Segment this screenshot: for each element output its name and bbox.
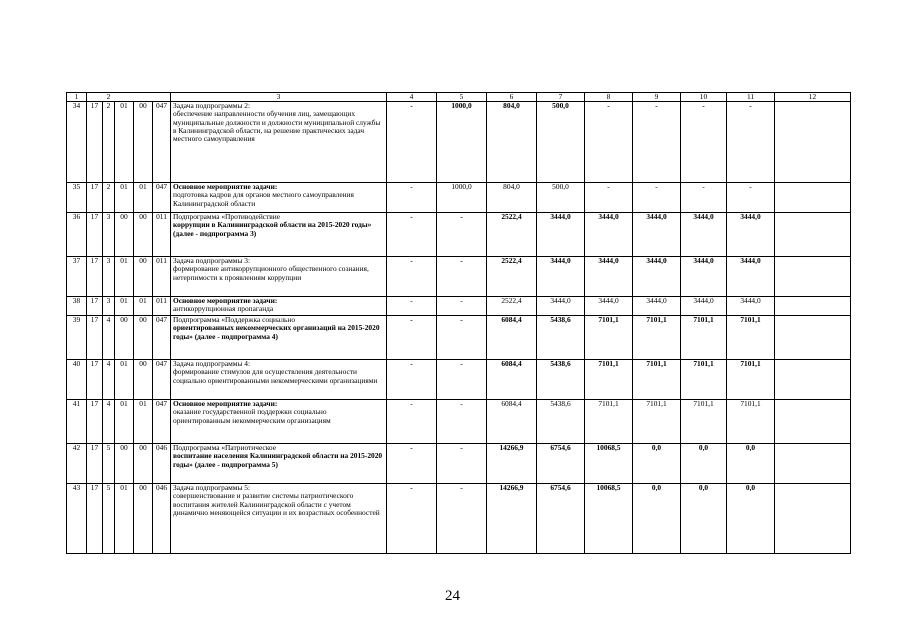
table-row [67,183,851,213]
code-cell: 01 [115,484,134,554]
code-cell: 00 [115,444,134,484]
value-cell: - [387,183,437,213]
value-cell: - [681,102,727,183]
code-cell: 01 [115,400,134,444]
header-cell: 2 [103,93,115,102]
row-number-cell: 42 [67,444,87,484]
value-cell: 3444,0 [585,257,633,297]
value-cell: 7101,1 [585,316,633,360]
name-cell [171,102,387,183]
value-cell: 3444,0 [727,257,775,297]
value-cell: 2522,4 [487,257,537,297]
code-cell: 00 [134,360,153,400]
code-cell: 00 [134,316,153,360]
table-row [67,102,851,183]
value-cell: - [437,297,487,316]
item-description: коррупции в Калининградской области на 2015-2020 годы» (далее - подпрограмма 3) [173,220,372,238]
value-cell: 0,0 [727,484,775,554]
header-cell [115,93,134,102]
value-cell [775,444,851,484]
name-cell [171,213,387,257]
value-cell: 3444,0 [681,213,727,257]
value-cell: - [387,360,437,400]
value-cell: 3444,0 [537,297,585,316]
value-cell: - [437,360,487,400]
value-cell: - [437,400,487,444]
value-cell [775,102,851,183]
value-cell: 14266,9 [487,444,537,484]
name-cell [171,257,387,297]
row-number-cell: 38 [67,297,87,316]
name-cell [171,316,387,360]
value-cell: 3444,0 [537,213,585,257]
header-cell: 8 [585,93,633,102]
value-cell: 7101,1 [727,360,775,400]
code-cell: 046 [153,484,171,554]
header-cell: 10 [681,93,727,102]
header-cell: 6 [487,93,537,102]
value-cell [775,183,851,213]
value-cell: - [727,102,775,183]
value-cell: - [681,183,727,213]
code-cell: 01 [115,360,134,400]
code-cell: 047 [153,183,171,213]
value-cell: 804,0 [487,183,537,213]
item-title: Подпрограмма «Поддержка социально [173,315,296,324]
value-cell: 6084,4 [487,316,537,360]
value-cell: - [437,444,487,484]
value-cell: 2522,4 [487,297,537,316]
value-cell: 500,0 [537,183,585,213]
code-cell: 047 [153,360,171,400]
header-cell: 4 [387,93,437,102]
row-number-cell: 37 [67,257,87,297]
name-cell [171,183,387,213]
item-title: Основное мероприятие задачи: [173,182,278,191]
item-description: воспитание населения Калининградской области на 2015-2020 годы» (далее - подпрограмма 5) [173,451,383,469]
value-cell: 7101,1 [681,316,727,360]
value-cell: 3444,0 [681,257,727,297]
value-cell: - [387,484,437,554]
value-cell: 5438,6 [537,360,585,400]
value-cell: 3444,0 [633,213,681,257]
value-cell: 3444,0 [727,213,775,257]
header-cell [134,93,153,102]
table-row [67,444,851,484]
page-number: 24 [445,588,460,604]
value-cell: 3444,0 [681,297,727,316]
item-description: подготовка кадров для органов местного самоуправления Калининградской области [173,190,354,208]
value-cell: - [437,213,487,257]
code-cell: 01 [115,257,134,297]
name-cell [171,360,387,400]
code-cell: 00 [115,213,134,257]
value-cell: 3444,0 [633,297,681,316]
value-cell: 7101,1 [727,400,775,444]
value-cell: 5438,6 [537,400,585,444]
value-cell [775,484,851,554]
value-cell: - [387,444,437,484]
item-description: совершенствование и развитие системы патриотического воспитания жителей Калининградской области с учетом динамично меняющейся ситуации и их возрастных особенностей [173,491,380,517]
value-cell: 6084,4 [487,400,537,444]
code-cell: 011 [153,213,171,257]
table-row [67,297,851,316]
item-title: Задача подпрограммы 4: [173,359,251,368]
code-cell: 5 [103,484,115,554]
code-cell: 4 [103,360,115,400]
table-row [67,213,851,257]
row-number-cell: 40 [67,360,87,400]
value-cell [775,257,851,297]
code-cell: 011 [153,257,171,297]
row-number-cell: 35 [67,183,87,213]
value-cell: 3444,0 [585,213,633,257]
code-cell: 17 [87,484,103,554]
value-cell: 10068,5 [585,444,633,484]
code-cell: 00 [134,257,153,297]
code-cell: 047 [153,400,171,444]
value-cell: 7101,1 [585,400,633,444]
value-cell: - [585,183,633,213]
value-cell: 3444,0 [633,257,681,297]
table-row [67,316,851,360]
code-cell: 4 [103,400,115,444]
header-cell: 5 [437,93,487,102]
value-cell: 500,0 [537,102,585,183]
value-cell: - [387,257,437,297]
name-cell [171,297,387,316]
header-cell: 7 [537,93,585,102]
header-cell: 11 [727,93,775,102]
name-cell [171,484,387,554]
header-cell: 1 [67,93,87,102]
value-cell [775,297,851,316]
code-cell: 01 [134,183,153,213]
row-number-cell: 41 [67,400,87,444]
code-cell: 011 [153,297,171,316]
code-cell: 17 [87,213,103,257]
value-cell: 7101,1 [633,400,681,444]
code-cell: 01 [134,400,153,444]
name-cell [171,400,387,444]
value-cell: - [633,183,681,213]
value-cell: - [437,484,487,554]
item-description: обеспечение направленности обучения лиц, замещающих муниципальные должности и должности муниципальной службы в Калининградской области, на решение практических задач местного самоуправления [173,109,381,144]
table-row [67,257,851,297]
value-cell [775,360,851,400]
code-cell: 00 [134,444,153,484]
item-description: ориентированных некоммерческих организаций на 2015-2020 годы» (далее - подпрограмма 4) [173,323,380,341]
table-row [67,484,851,554]
code-cell: 17 [87,297,103,316]
value-cell [775,316,851,360]
table-row [67,360,851,400]
value-cell: 6754,6 [537,484,585,554]
item-title: Задача подпрограммы 3: [173,256,251,265]
code-cell: 00 [134,213,153,257]
header-cell: 12 [775,93,851,102]
item-title: Подпрограмма «Противодействие [173,212,281,221]
value-cell: 7101,1 [633,360,681,400]
column-number-header [67,93,851,102]
header-cell: 3 [171,93,387,102]
code-cell: 01 [134,297,153,316]
value-cell: 7101,1 [681,400,727,444]
row-number-cell: 39 [67,316,87,360]
program-table [66,92,851,554]
table-row [67,400,851,444]
value-cell: 10068,5 [585,484,633,554]
value-cell: 0,0 [633,484,681,554]
code-cell: 4 [103,316,115,360]
code-cell: 17 [87,444,103,484]
value-cell: - [387,297,437,316]
code-cell: 00 [134,102,153,183]
item-title: Задача подпрограммы 2: [173,101,251,110]
value-cell: 3444,0 [537,257,585,297]
row-number-cell: 36 [67,213,87,257]
header-cell [87,93,103,102]
value-cell: - [387,400,437,444]
value-cell: 0,0 [727,444,775,484]
item-description: формирование антикоррупционного общественного сознания, нетерпимости к проявлениям коррупции [173,264,369,282]
code-cell: 17 [87,360,103,400]
table-body [67,93,851,554]
value-cell: 3444,0 [727,297,775,316]
value-cell: - [387,213,437,257]
value-cell [775,213,851,257]
item-description: оказание государственной поддержки социально ориентированным некоммерческим организациям [173,407,331,425]
item-description: антикоррупционная пропаганда [173,304,274,314]
code-cell: 2 [103,183,115,213]
code-cell: 01 [115,297,134,316]
code-cell: 17 [87,183,103,213]
name-cell [171,444,387,484]
value-cell: 0,0 [681,484,727,554]
value-cell: - [437,257,487,297]
value-cell: 7101,1 [585,360,633,400]
value-cell: 14266,9 [487,484,537,554]
row-number-cell: 34 [67,102,87,183]
item-description: формирование стимулов для осуществления деятельности социально ориентированными некоммерческими организациями [173,367,378,385]
code-cell: 17 [87,400,103,444]
code-cell: 17 [87,102,103,183]
code-cell: 047 [153,102,171,183]
code-cell: 3 [103,213,115,257]
value-cell: 7101,1 [633,316,681,360]
value-cell: 7101,1 [727,316,775,360]
value-cell [775,400,851,444]
code-cell: 3 [103,257,115,297]
value-cell: - [585,102,633,183]
value-cell: 6084,4 [487,360,537,400]
value-cell: 6754,6 [537,444,585,484]
value-cell: - [387,102,437,183]
code-cell: 01 [115,102,134,183]
code-cell: 046 [153,444,171,484]
code-cell: 01 [115,183,134,213]
value-cell: 0,0 [681,444,727,484]
code-cell: 2 [103,102,115,183]
item-title: Основное мероприятие задачи: [173,296,278,305]
value-cell: - [387,316,437,360]
code-cell: 047 [153,316,171,360]
value-cell: 0,0 [633,444,681,484]
code-cell: 00 [134,484,153,554]
value-cell: - [633,102,681,183]
value-cell: 1000,0 [437,102,487,183]
value-cell: - [437,316,487,360]
value-cell: - [727,183,775,213]
code-cell: 17 [87,257,103,297]
value-cell: 2522,4 [487,213,537,257]
value-cell: 3444,0 [585,297,633,316]
value-cell: 7101,1 [681,360,727,400]
value-cell: 1000,0 [437,183,487,213]
value-cell: 804,0 [487,102,537,183]
code-cell: 00 [115,316,134,360]
item-title: Основное мероприятие задачи: [173,399,278,408]
code-cell: 3 [103,297,115,316]
code-cell: 5 [103,444,115,484]
header-cell: 9 [633,93,681,102]
header-cell [153,93,171,102]
item-title: Подпрограмма «Патриотическое [173,443,276,452]
row-number-cell: 43 [67,484,87,554]
code-cell: 17 [87,316,103,360]
item-title: Задача подпрограммы 5: [173,483,251,492]
value-cell: 5438,6 [537,316,585,360]
